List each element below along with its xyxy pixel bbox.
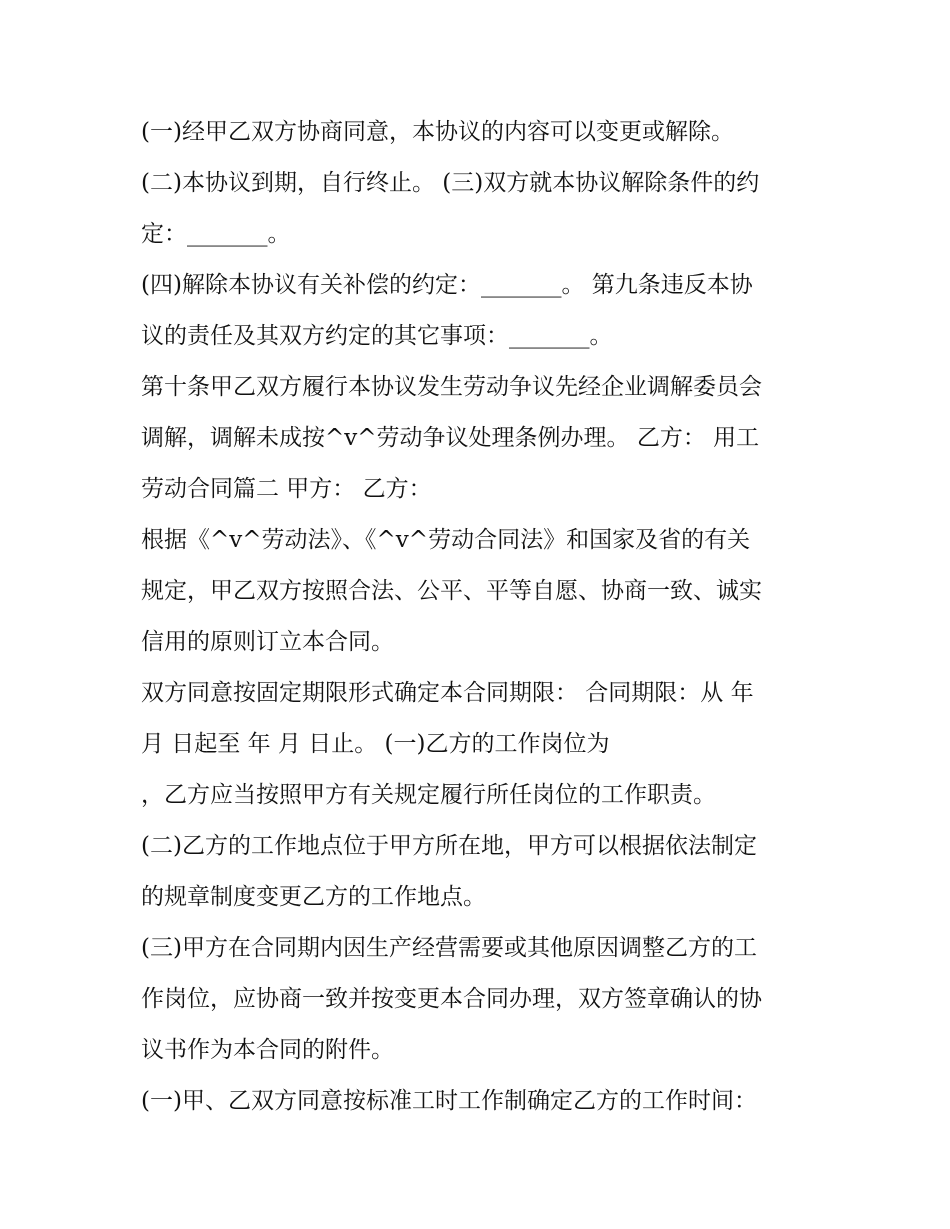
text-line: 的规章制度变更乙方的工作地点。	[141, 884, 486, 910]
text-line: 规定，甲乙双方按照合法、公平、平等自愿、协商一致、诚实	[141, 578, 762, 604]
text-line: 调解，调解未成按^v^劳动争议处理条例办理。 乙方： 用工	[141, 425, 760, 451]
text-line: 议的责任及其双方约定的其它事项：_______。	[141, 323, 613, 349]
text-line: (一)甲、乙双方同意按标准工时工作制确定乙方的工作时间：	[141, 1088, 757, 1114]
text-line: (四)解除本协议有关补偿的约定：_______。 第九条违反本协	[141, 272, 753, 298]
text-line: 劳动合同篇二 甲方： 乙方：	[141, 476, 432, 502]
text-line: 信用的原则订立本合同。	[141, 629, 394, 655]
text-line: 定：_______。	[141, 221, 291, 247]
document-body	[141, 107, 821, 1127]
text-line: (三)甲方在合同期内因生产经营需要或其他原因调整乙方的工	[141, 935, 757, 961]
text-line: 根据《^v^劳动法》、《^v^劳动合同法》和国家及省的有关	[141, 527, 751, 553]
text-line: (二)本协议到期，自行终止。 (三)双方就本协议解除条件的约	[141, 170, 760, 196]
text-line: ，乙方应当按照甲方有关规定履行所任岗位的工作职责。	[141, 782, 716, 808]
text-line: 议书作为本合同的附件。	[141, 1037, 394, 1063]
text-line: 月 日起至 年 月 日止。 (一)乙方的工作岗位为	[141, 731, 610, 757]
text-line: 作岗位，应协商一致并按变更本合同办理，双方签章确认的协	[141, 986, 762, 1012]
text-line: (二)乙方的工作地点位于甲方所在地，甲方可以根据依法制定	[141, 833, 757, 859]
text-line: 双方同意按固定期限形式确定本合同期限： 合同期限：从 年	[141, 680, 754, 706]
text-line: (一)经甲乙双方协商同意，本协议的内容可以变更或解除。	[141, 119, 734, 145]
text-line: 第十条甲乙双方履行本协议发生劳动争议先经企业调解委员会	[141, 374, 762, 400]
